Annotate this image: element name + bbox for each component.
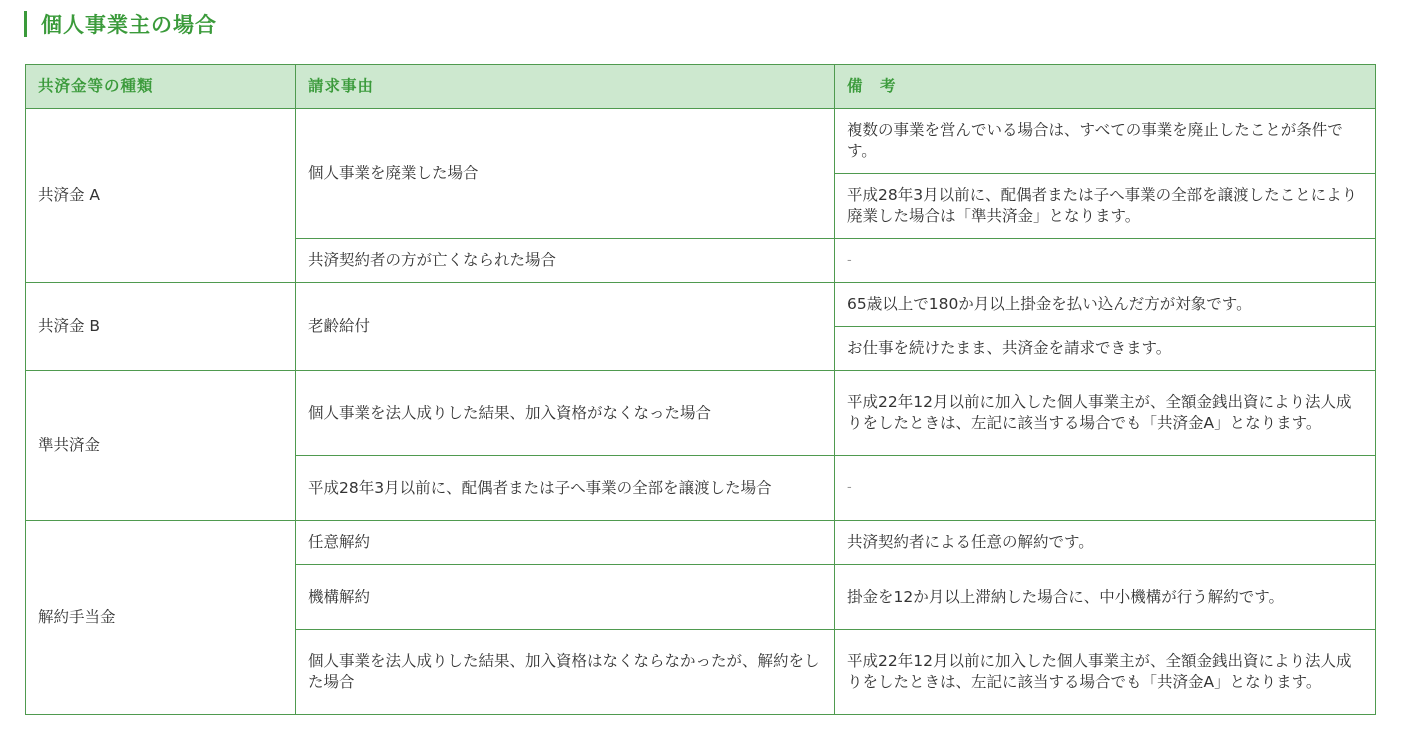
header-type: 共済金等の種類	[26, 65, 296, 109]
reason-cell: 共済契約者の方が亡くなられた場合	[296, 239, 835, 283]
type-cell: 共済金 A	[26, 109, 296, 283]
note-cell: 平成22年12月以前に加入した個人事業主が、全額金銭出資により法人成りをしたときは、左記に該当する場合でも「共済金A」となります。	[835, 630, 1376, 715]
note-cell: 掛金を12か月以上滞納した場合に、中小機構が行う解約です。	[835, 565, 1376, 630]
note-cell: 65歳以上で180か月以上掛金を払い込んだ方が対象です。	[835, 283, 1376, 327]
header-notes: 備 考	[835, 65, 1376, 109]
table-row	[26, 109, 1376, 174]
table-row	[26, 371, 1376, 456]
note-cell: 平成22年12月以前に加入した個人事業主が、全額金銭出資により法人成りをしたときは、左記に該当する場合でも「共済金A」となります。	[835, 371, 1376, 456]
section-heading	[24, 10, 217, 38]
table-row	[26, 283, 1376, 327]
reason-cell: 任意解約	[296, 521, 835, 565]
reason-cell: 平成28年3月以前に、配偶者または子へ事業の全部を譲渡した場合	[296, 456, 835, 521]
type-cell: 共済金 B	[26, 283, 296, 371]
type-cell: 準共済金	[26, 371, 296, 521]
type-cell: 解約手当金	[26, 521, 296, 715]
note-cell: -	[835, 239, 1376, 283]
note-cell: -	[835, 456, 1376, 521]
heading-accent-bar	[24, 11, 27, 37]
header-reason: 請求事由	[296, 65, 835, 109]
reason-cell: 個人事業を廃業した場合	[296, 109, 835, 239]
section-title: 個人事業主の場合	[41, 13, 217, 37]
reason-cell: 機構解約	[296, 565, 835, 630]
note-cell: 共済契約者による任意の解約です。	[835, 521, 1376, 565]
reason-cell: 個人事業を法人成りした結果、加入資格はなくならなかったが、解約をした場合	[296, 630, 835, 715]
table-header-row	[26, 65, 1376, 109]
reason-cell: 老齢給付	[296, 283, 835, 371]
note-cell: お仕事を続けたまま、共済金を請求できます。	[835, 327, 1376, 371]
note-cell: 平成28年3月以前に、配偶者または子へ事業の全部を譲渡したことにより廃業した場合は「準共済金」となります。	[835, 174, 1376, 239]
claims-table	[25, 64, 1376, 715]
table-row	[26, 521, 1376, 565]
reason-cell: 個人事業を法人成りした結果、加入資格がなくなった場合	[296, 371, 835, 456]
note-cell: 複数の事業を営んでいる場合は、すべての事業を廃止したことが条件です。	[835, 109, 1376, 174]
